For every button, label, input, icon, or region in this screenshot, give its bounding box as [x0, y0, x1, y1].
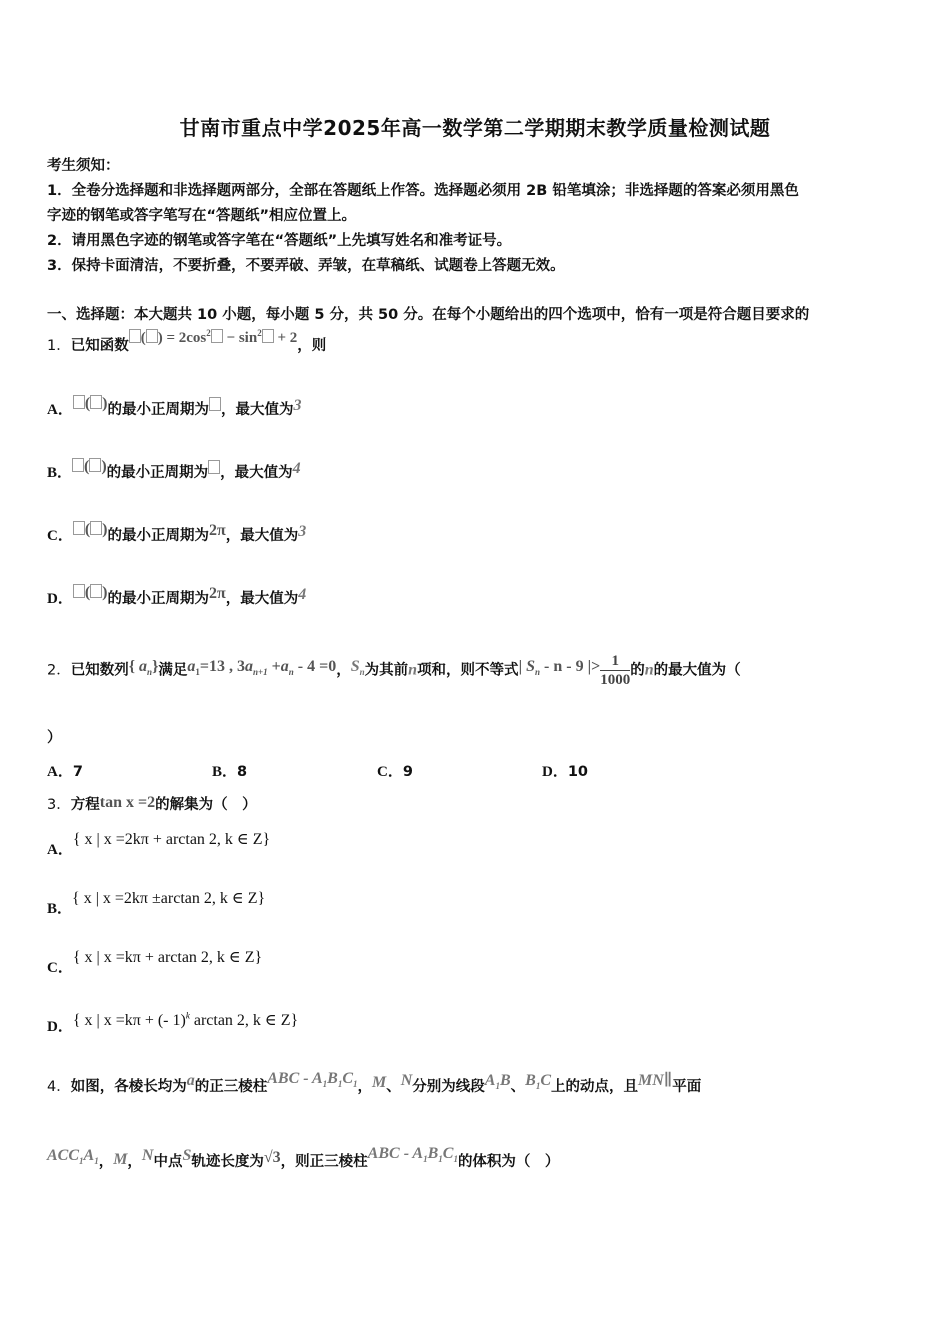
placeholder-box	[262, 329, 274, 343]
notice-line-1-cont: 字迹的钢笔或答字笔写在“答题纸”相应位置上。	[47, 208, 357, 224]
question-4-cont: $ACC_1A_1$，M，N中点S轨迹长度为√3，则正三棱柱ABC - $A_1B_1C_1$的体积为（ ）	[47, 1145, 560, 1170]
placeholder-box	[211, 329, 223, 343]
question-number: 1．	[47, 338, 71, 354]
fraction-1-over-1000: $\frac{1}{1000}$	[600, 653, 631, 688]
question-2: 2．已知数列{ $a_n$}满足$a_1=13$ , $3a_{n+1} +a_n - 4 =0$，$S_n$为其前n项和，则不等式| $S_n$ - n - 9 |> $\frac{1}{1000}$ 的n的最大值为（	[47, 653, 741, 688]
q1-option-d[interactable]: D． ( )的最小正周期为2π，最大值为4	[47, 584, 307, 607]
q1-option-b[interactable]: B． ( )的最小正周期为 ，最大值为4	[47, 458, 301, 481]
q1-option-a[interactable]: A． ( )的最小正周期为 ，最大值为3	[47, 395, 302, 418]
page-title: 甘南市重点中学2025年高一数学第二学期期末教学质量检测试题	[179, 116, 771, 140]
q2-option-d[interactable]: D．10	[542, 764, 589, 780]
placeholder-box	[146, 329, 158, 343]
function-formula: ( ) = $2\cos^2 - \sin^2 + 2$	[129, 330, 298, 346]
q3-option-b[interactable]: B．{ x | x =2kπ ±arctan 2, k ∈ Z}	[47, 890, 266, 917]
question-2-close: ）	[47, 730, 62, 746]
question-1: 1．已知函数 ( ) = $2\cos^2 - \sin^2 + 2$，则	[47, 328, 327, 354]
q2-option-b[interactable]: B．8	[212, 764, 248, 780]
q2-option-a[interactable]: A．7	[47, 764, 83, 780]
notice-line-2: 2．请用黑色字迹的钢笔或答字笔在“答题纸”上先填写姓名和准考证号。	[47, 233, 512, 249]
notice-line-1: 1．全卷分选择题和非选择题两部分，全部在答题纸上作答。选择题必须用 2B 铅笔填涂；非选择题的答案必须用黑色	[47, 183, 799, 199]
question-4: 4．如图，各棱长均为a的正三棱柱ABC - $A_1B_1C_1$，M、N分别为线段$A_1B$、$B_1C$上的动点，且MN∥平面	[47, 1070, 702, 1095]
q1-option-c[interactable]: C． ( )的最小正周期为2π，最大值为3	[47, 521, 307, 544]
question-3: 3．方程tan x =2的解集为（ ）	[47, 794, 257, 813]
question-number: 4．	[47, 1079, 71, 1095]
question-number: 3．	[47, 797, 71, 813]
q3-option-c[interactable]: C．{ x | x =kπ + arctan 2, k ∈ Z}	[47, 949, 263, 976]
placeholder-box	[129, 329, 141, 343]
notice-heading: 考生须知：	[47, 158, 120, 174]
q3-option-a[interactable]: A．{ x | x =2kπ + arctan 2, k ∈ Z}	[47, 831, 271, 858]
section-1-heading: 一、选择题：本大题共 10 小题，每小题 5 分，共 50 分。在每个小题给出的四个选项中，恰有一项是符合题目要求的	[47, 307, 810, 323]
q2-option-c[interactable]: C．9	[377, 764, 413, 780]
question-number: 2．	[47, 662, 71, 679]
notice-line-3: 3．保持卡面清洁，不要折叠，不要弄破、弄皱，在草稿纸、试题卷上答题无效。	[47, 258, 565, 274]
q3-option-d[interactable]: D．{ x | x =kπ + (- 1)$^k$ arctan 2, k ∈ Z}	[47, 1010, 299, 1035]
